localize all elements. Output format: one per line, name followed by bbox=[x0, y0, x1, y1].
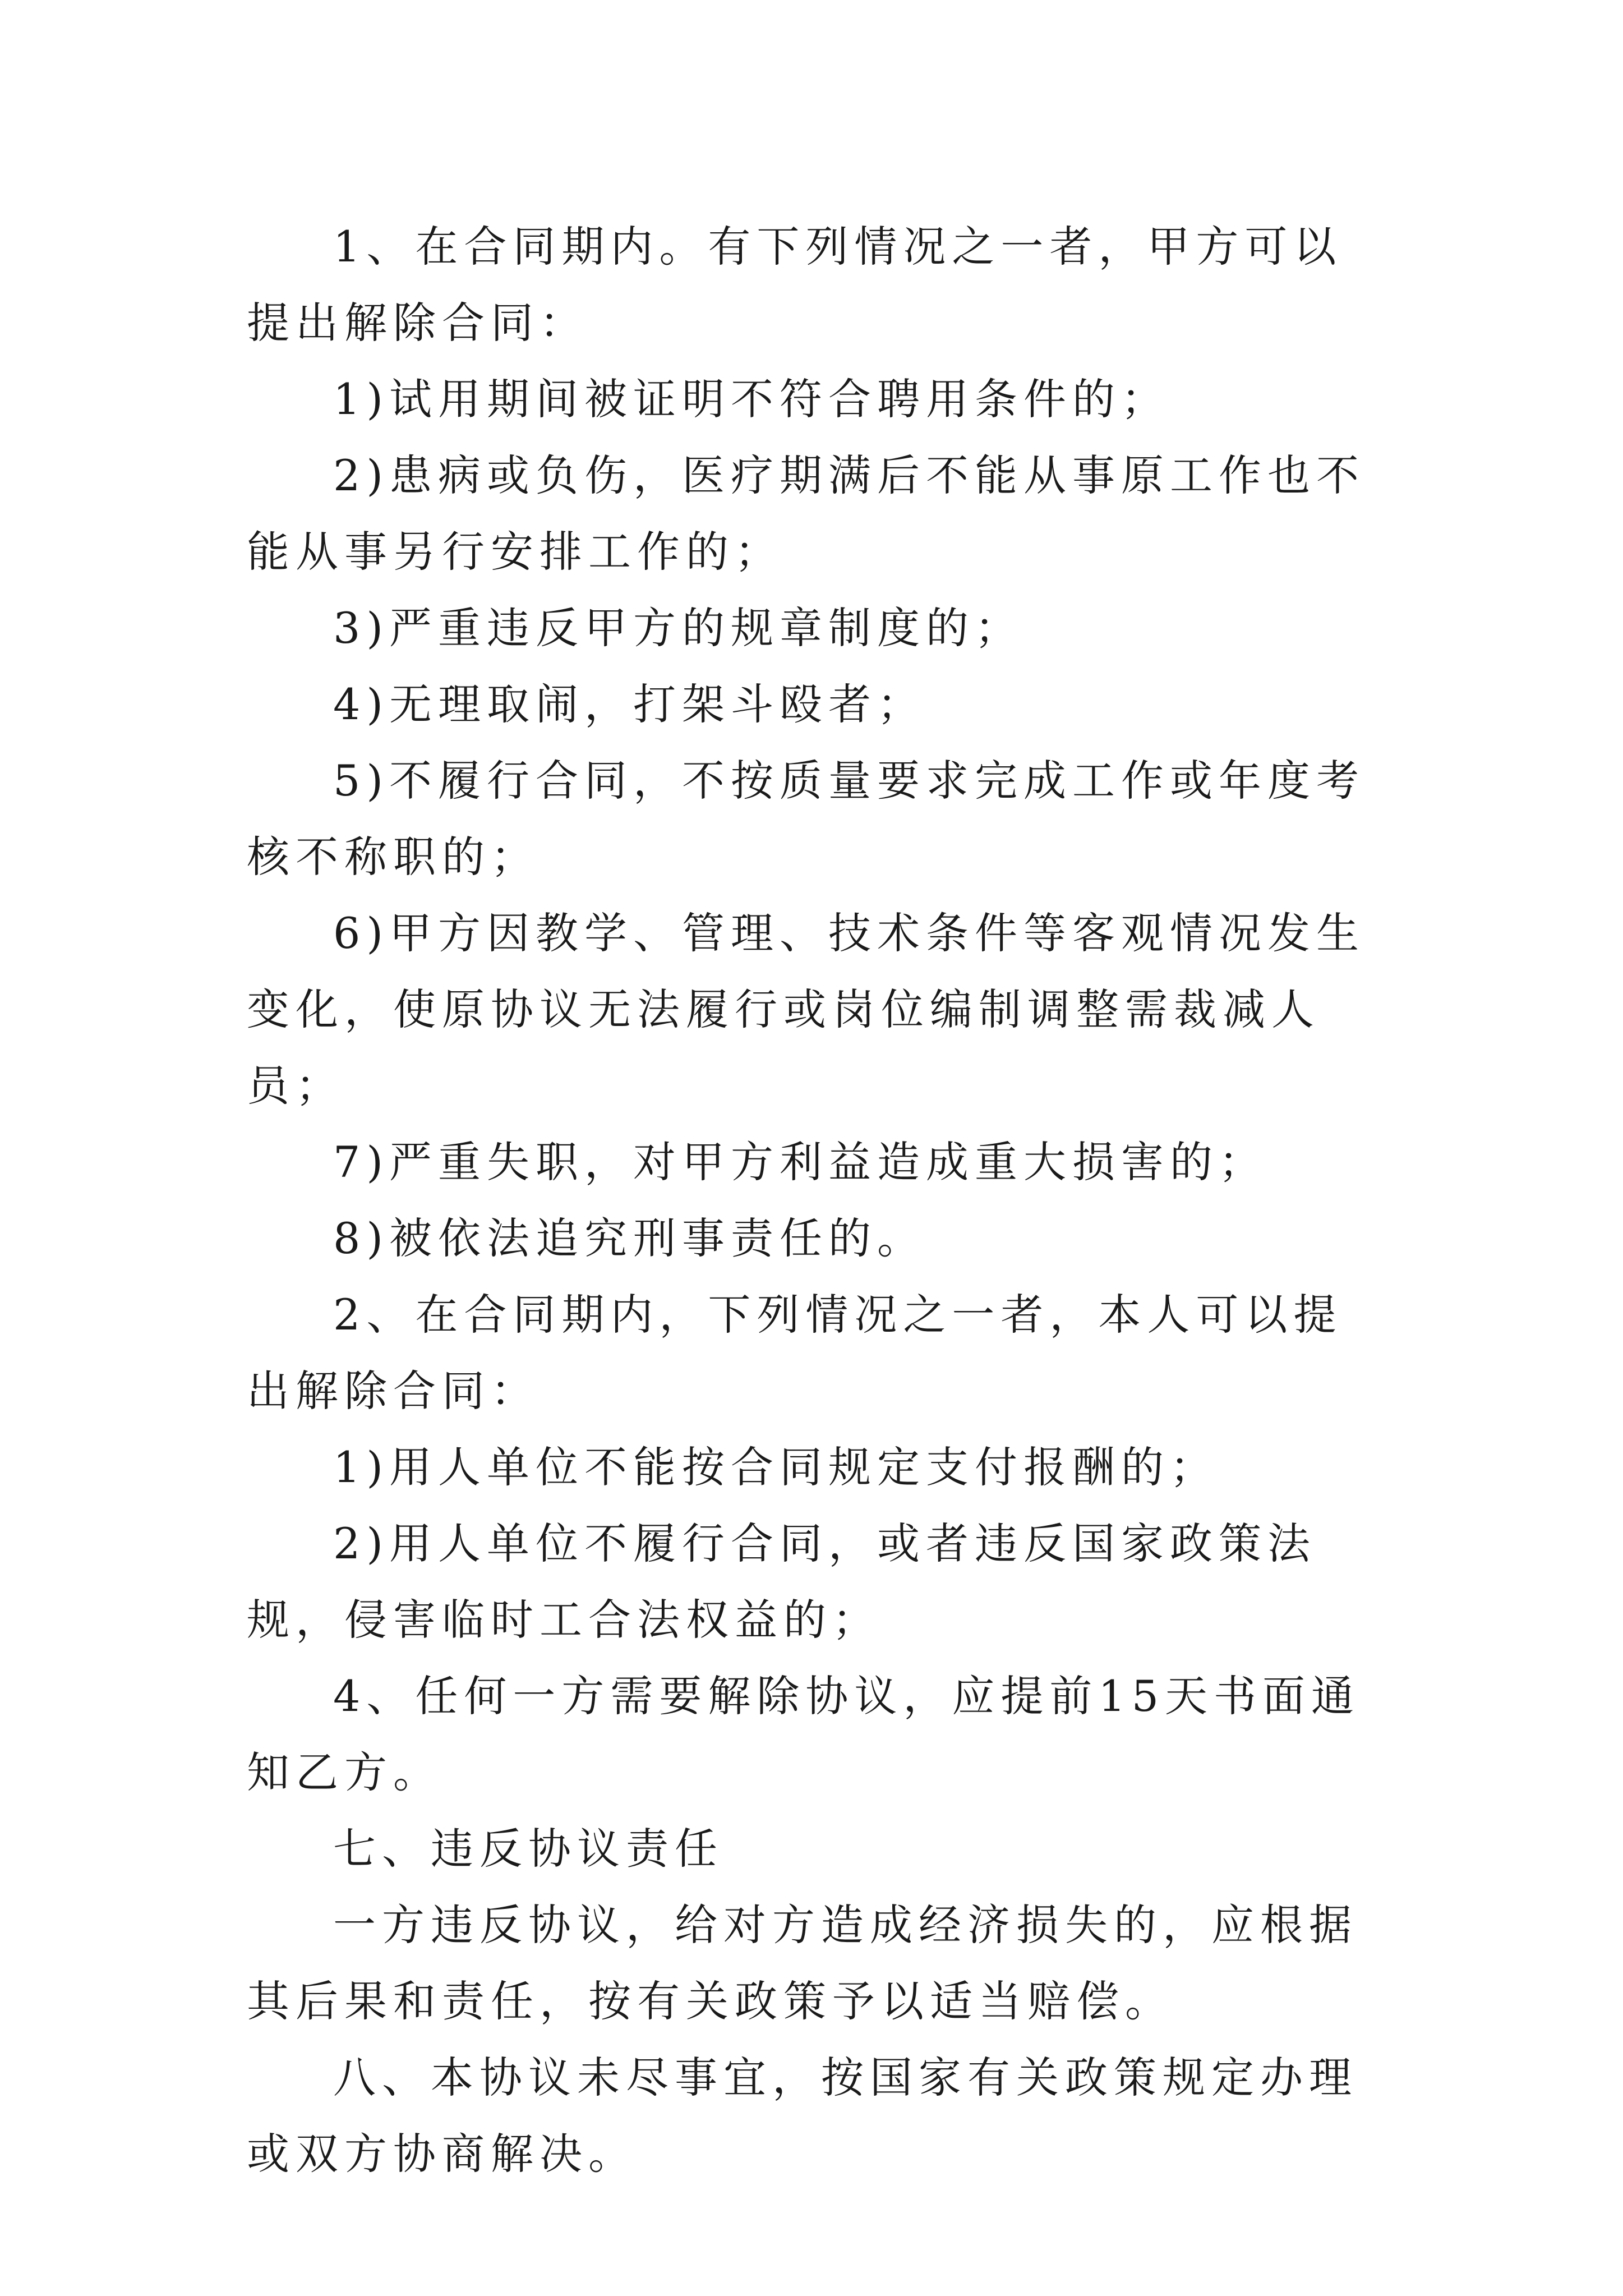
list-item: 2)用人单位不履行合同，或者违反国家政策法规，侵害临时工合法权益的； bbox=[247, 1519, 1317, 1645]
list-item: 8)被依法追究刑事责任的。 bbox=[333, 1213, 926, 1263]
list-item: 2)患病或负伤，医疗期满后不能从事原工作也不能从事另行安排工作的； bbox=[247, 450, 1366, 577]
section-heading-breach: 七、违反协议责任 bbox=[333, 1824, 723, 1874]
list-item: 7)严重失职，对甲方利益造成重大损害的； bbox=[333, 1137, 1268, 1187]
document-body bbox=[247, 209, 1391, 2192]
paragraph-unresolved-matters: 八、本协议未尽事宜，按国家有关政策规定办理或双方协商解决。 bbox=[247, 2053, 1358, 2179]
list-item: 1)试用期间被证明不符合聘用条件的； bbox=[333, 374, 1170, 424]
list-item: 3)严重违反甲方的规章制度的； bbox=[333, 603, 1024, 653]
paragraph-notice-period: 4、任何一方需要解除协议，应提前15天书面通知乙方。 bbox=[247, 1671, 1361, 1797]
paragraph-breach-liability: 一方违反协议，给对方造成经济损失的，应根据其后果和责任，按有关政策予以适当赔偿。 bbox=[247, 1900, 1358, 2026]
list-item: 5)不履行合同，不按质量要求完成工作或年度考核不称职的； bbox=[247, 756, 1366, 882]
list-item: 4)无理取闹，打架斗殴者； bbox=[333, 679, 926, 729]
paragraph-termination-by-employee: 2、在合同期内，下列情况之一者，本人可以提出解除合同： bbox=[247, 1290, 1343, 1416]
list-item: 1)用人单位不能按合同规定支付报酬的； bbox=[333, 1442, 1219, 1492]
paragraph-termination-by-employer: 1、在合同期内。有下列情况之一者，甲方可以提出解除合同： bbox=[247, 222, 1343, 348]
list-item: 6)甲方因教学、管理、技术条件等客观情况发生变化，使原协议无法履行或岗位编制调整需裁减人员； bbox=[247, 908, 1366, 1111]
